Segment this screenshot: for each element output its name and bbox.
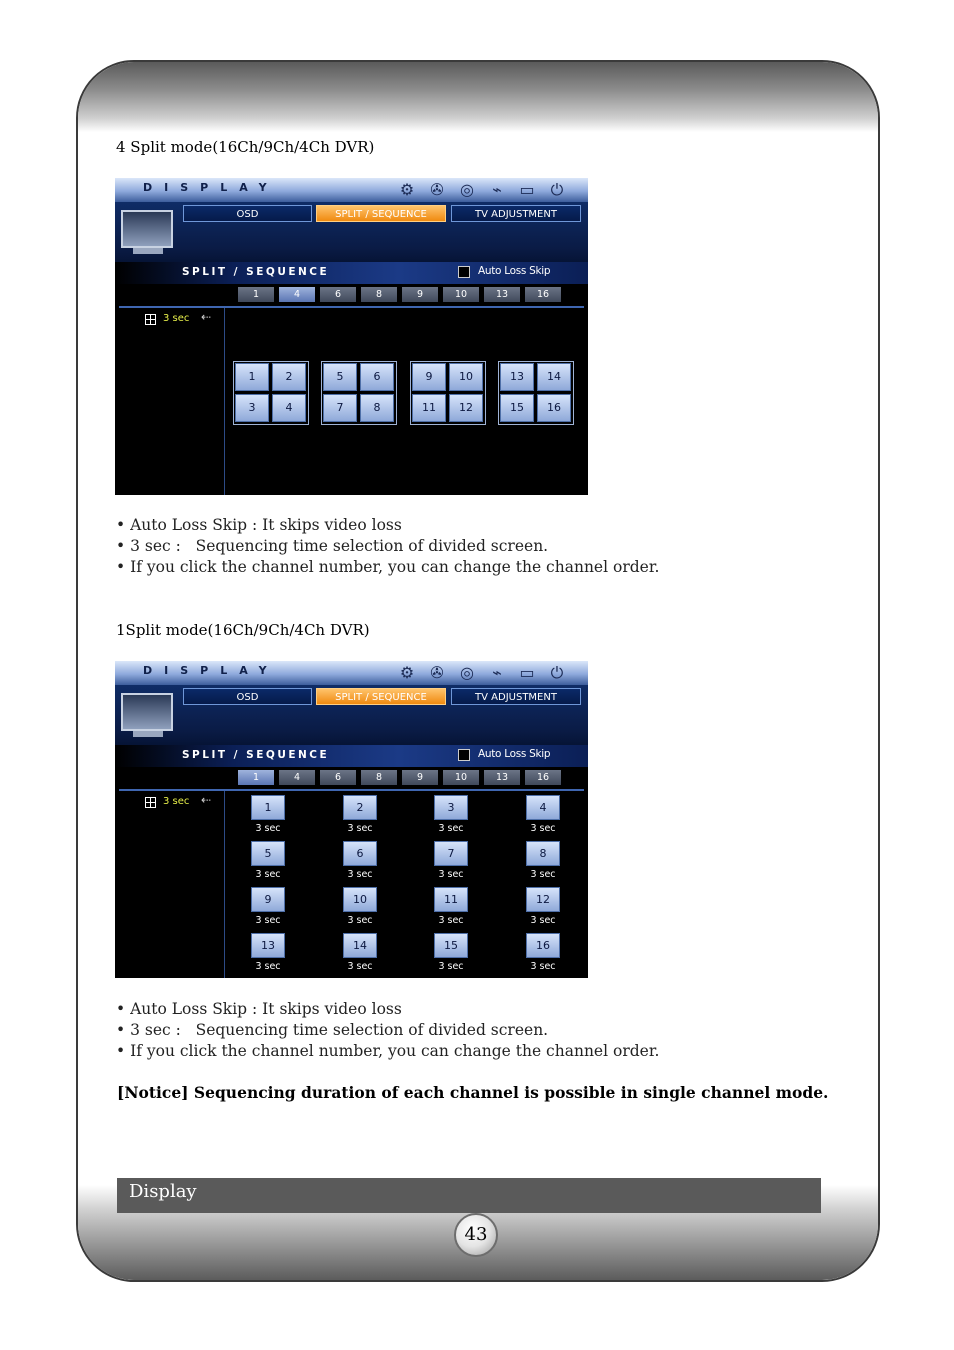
toolbar-icons [395,663,569,683]
channel-time[interactable]: 3 sec [347,915,373,926]
bullet-list-1 [116,515,659,578]
footer-section-bar [117,1178,821,1213]
channel-cell[interactable]: 10 [449,363,483,391]
channel-time[interactable]: 3 sec [255,915,281,926]
film-reel-icon[interactable]: ✇ [430,663,444,682]
channel-time[interactable]: 3 sec [438,915,464,926]
channel-button[interactable]: 14 [343,933,377,958]
channel-cell[interactable]: 3 [235,394,269,422]
split-button-10[interactable]: 10 [443,287,479,302]
channel-time[interactable]: 3 sec [438,961,464,972]
split-button-4[interactable]: 4 [279,287,315,302]
monitor-icon-large [121,693,173,731]
tab-tv-adjustment[interactable]: TV ADJUSTMENT [451,688,581,705]
section-label: SPLIT / SEQUENCE [182,749,330,761]
vertical-divider [224,308,225,495]
auto-loss-skip-label: Auto Loss Skip [478,265,551,277]
channel-group [321,361,397,425]
sequence-time-value[interactable]: 3 sec [163,796,190,807]
channel-cell[interactable]: 5 [323,363,357,391]
split-layout-icon [145,797,156,808]
channel-button[interactable]: 11 [434,887,468,912]
tab-tv-adjustment[interactable]: TV ADJUSTMENT [451,205,581,222]
footer-label: Display [129,1181,197,1202]
screen-title: DISPLAY [143,181,279,194]
channel-cell[interactable]: 4 [272,394,306,422]
channel-time[interactable]: 3 sec [438,823,464,834]
split-button-4[interactable]: 4 [279,770,315,785]
split-button-10[interactable]: 10 [443,770,479,785]
split-button-1[interactable]: 1 [238,287,274,302]
sequence-time-value[interactable]: 3 sec [163,313,190,324]
split-button-8[interactable]: 8 [361,287,397,302]
dvr-screen-4split [115,178,588,495]
bullet-item: • Auto Loss Skip : It skips video loss [116,1000,402,1018]
auto-loss-skip-label: Auto Loss Skip [478,748,551,760]
channel-cell[interactable]: 15 [500,394,534,422]
tab-osd[interactable]: OSD [183,688,312,705]
usb-icon[interactable]: ⌁ [492,180,502,199]
channel-time[interactable]: 3 sec [255,823,281,834]
channel-button[interactable]: 4 [526,795,560,820]
tab-split-sequence[interactable]: SPLIT / SEQUENCE [316,205,446,222]
vertical-divider [224,791,225,978]
auto-loss-skip-checkbox[interactable] [458,266,470,278]
split-button-6[interactable]: 6 [320,770,356,785]
channel-time[interactable]: 3 sec [530,823,556,834]
bullet-item: • 3 sec : Sequencing time selection of divided screen. [116,1021,549,1039]
channel-cell[interactable]: 1 [235,363,269,391]
channel-time[interactable]: 3 sec [347,961,373,972]
channel-button[interactable]: 10 [343,887,377,912]
split-button-6[interactable]: 6 [320,287,356,302]
channel-button[interactable]: 9 [251,887,285,912]
channel-time[interactable]: 3 sec [255,961,281,972]
section-title-4split: 4 Split mode(16Ch/9Ch/4Ch DVR) [116,138,375,156]
split-layout-icon [145,314,156,325]
bullet-list-2 [116,999,659,1062]
channel-button[interactable]: 12 [526,887,560,912]
monitor-icon[interactable]: ▭ [519,180,535,199]
channel-cell[interactable]: 16 [537,394,571,422]
split-button-13[interactable]: 13 [484,287,520,302]
power-icon[interactable]: ⏻ [550,180,564,199]
divider-line [119,789,584,791]
monitor-icon[interactable]: ▭ [519,663,535,682]
channel-cell[interactable]: 2 [272,363,306,391]
divider-line [119,306,584,308]
channel-button[interactable]: 15 [434,933,468,958]
section-label: SPLIT / SEQUENCE [182,266,330,278]
satellite-icon[interactable]: ◎ [460,663,474,682]
bullet-item: • If you click the channel number, you can change the channel order. [116,1042,660,1060]
power-icon[interactable]: ⏻ [550,663,564,682]
channel-group [410,361,486,425]
channel-group [233,361,309,425]
channel-cell[interactable]: 9 [412,363,446,391]
gear-icon[interactable]: ⚙ [399,180,415,199]
channel-time[interactable]: 3 sec [255,869,281,880]
channel-cell[interactable]: 7 [323,394,357,422]
split-button-9[interactable]: 9 [402,287,438,302]
channel-button[interactable]: 16 [526,933,560,958]
channel-cell[interactable]: 13 [500,363,534,391]
notice-text: [Notice] Sequencing duration of each channel is possible in single channel mode. [117,1083,829,1102]
channel-button[interactable]: 3 [434,795,468,820]
satellite-icon[interactable]: ◎ [460,180,474,199]
split-button-1[interactable]: 1 [238,770,274,785]
channel-button[interactable]: 13 [251,933,285,958]
monitor-stand [133,731,163,737]
channel-time[interactable]: 3 sec [530,869,556,880]
channel-cell[interactable]: 11 [412,394,446,422]
channel-time[interactable]: 3 sec [530,961,556,972]
channel-time[interactable]: 3 sec [347,869,373,880]
channel-group [498,361,574,425]
section-title-1split: 1Split mode(16Ch/9Ch/4Ch DVR) [116,621,370,639]
bullet-item: • If you click the channel number, you can change the channel order. [116,558,660,576]
gear-icon[interactable]: ⚙ [399,663,415,682]
split-button-9[interactable]: 9 [402,770,438,785]
channel-time[interactable]: 3 sec [530,915,556,926]
split-button-8[interactable]: 8 [361,770,397,785]
tab-osd[interactable]: OSD [183,205,312,222]
channel-button[interactable]: 8 [526,841,560,866]
page-number-badge: 43 [454,1213,498,1257]
toolbar-icons [395,180,569,200]
channel-button[interactable]: 2 [343,795,377,820]
channel-time[interactable]: 3 sec [438,869,464,880]
channel-time[interactable]: 3 sec [347,823,373,834]
split-button-16[interactable]: 16 [525,287,561,302]
channel-cell[interactable]: 6 [360,363,394,391]
tab-split-sequence[interactable]: SPLIT / SEQUENCE [316,688,446,705]
bullet-item: • Auto Loss Skip : It skips video loss [116,516,402,534]
dvr-screen-1split [115,661,588,978]
bullet-item: • 3 sec : Sequencing time selection of divided screen. [116,537,549,555]
film-reel-icon[interactable]: ✇ [430,180,444,199]
split-button-16[interactable]: 16 [525,770,561,785]
frame-top-gradient [78,62,878,132]
pointer-arrow-icon: ⇠ [201,310,212,324]
monitor-icon-large [121,210,173,248]
channel-button[interactable]: 1 [251,795,285,820]
channel-button[interactable]: 6 [343,841,377,866]
channel-button[interactable]: 7 [434,841,468,866]
pointer-arrow-icon: ⇠ [201,793,212,807]
usb-icon[interactable]: ⌁ [492,663,502,682]
split-button-13[interactable]: 13 [484,770,520,785]
channel-cell[interactable]: 14 [537,363,571,391]
auto-loss-skip-checkbox[interactable] [458,749,470,761]
screen-title: DISPLAY [143,664,279,677]
channel-cell[interactable]: 8 [360,394,394,422]
monitor-stand [133,248,163,254]
channel-cell[interactable]: 12 [449,394,483,422]
channel-button[interactable]: 5 [251,841,285,866]
